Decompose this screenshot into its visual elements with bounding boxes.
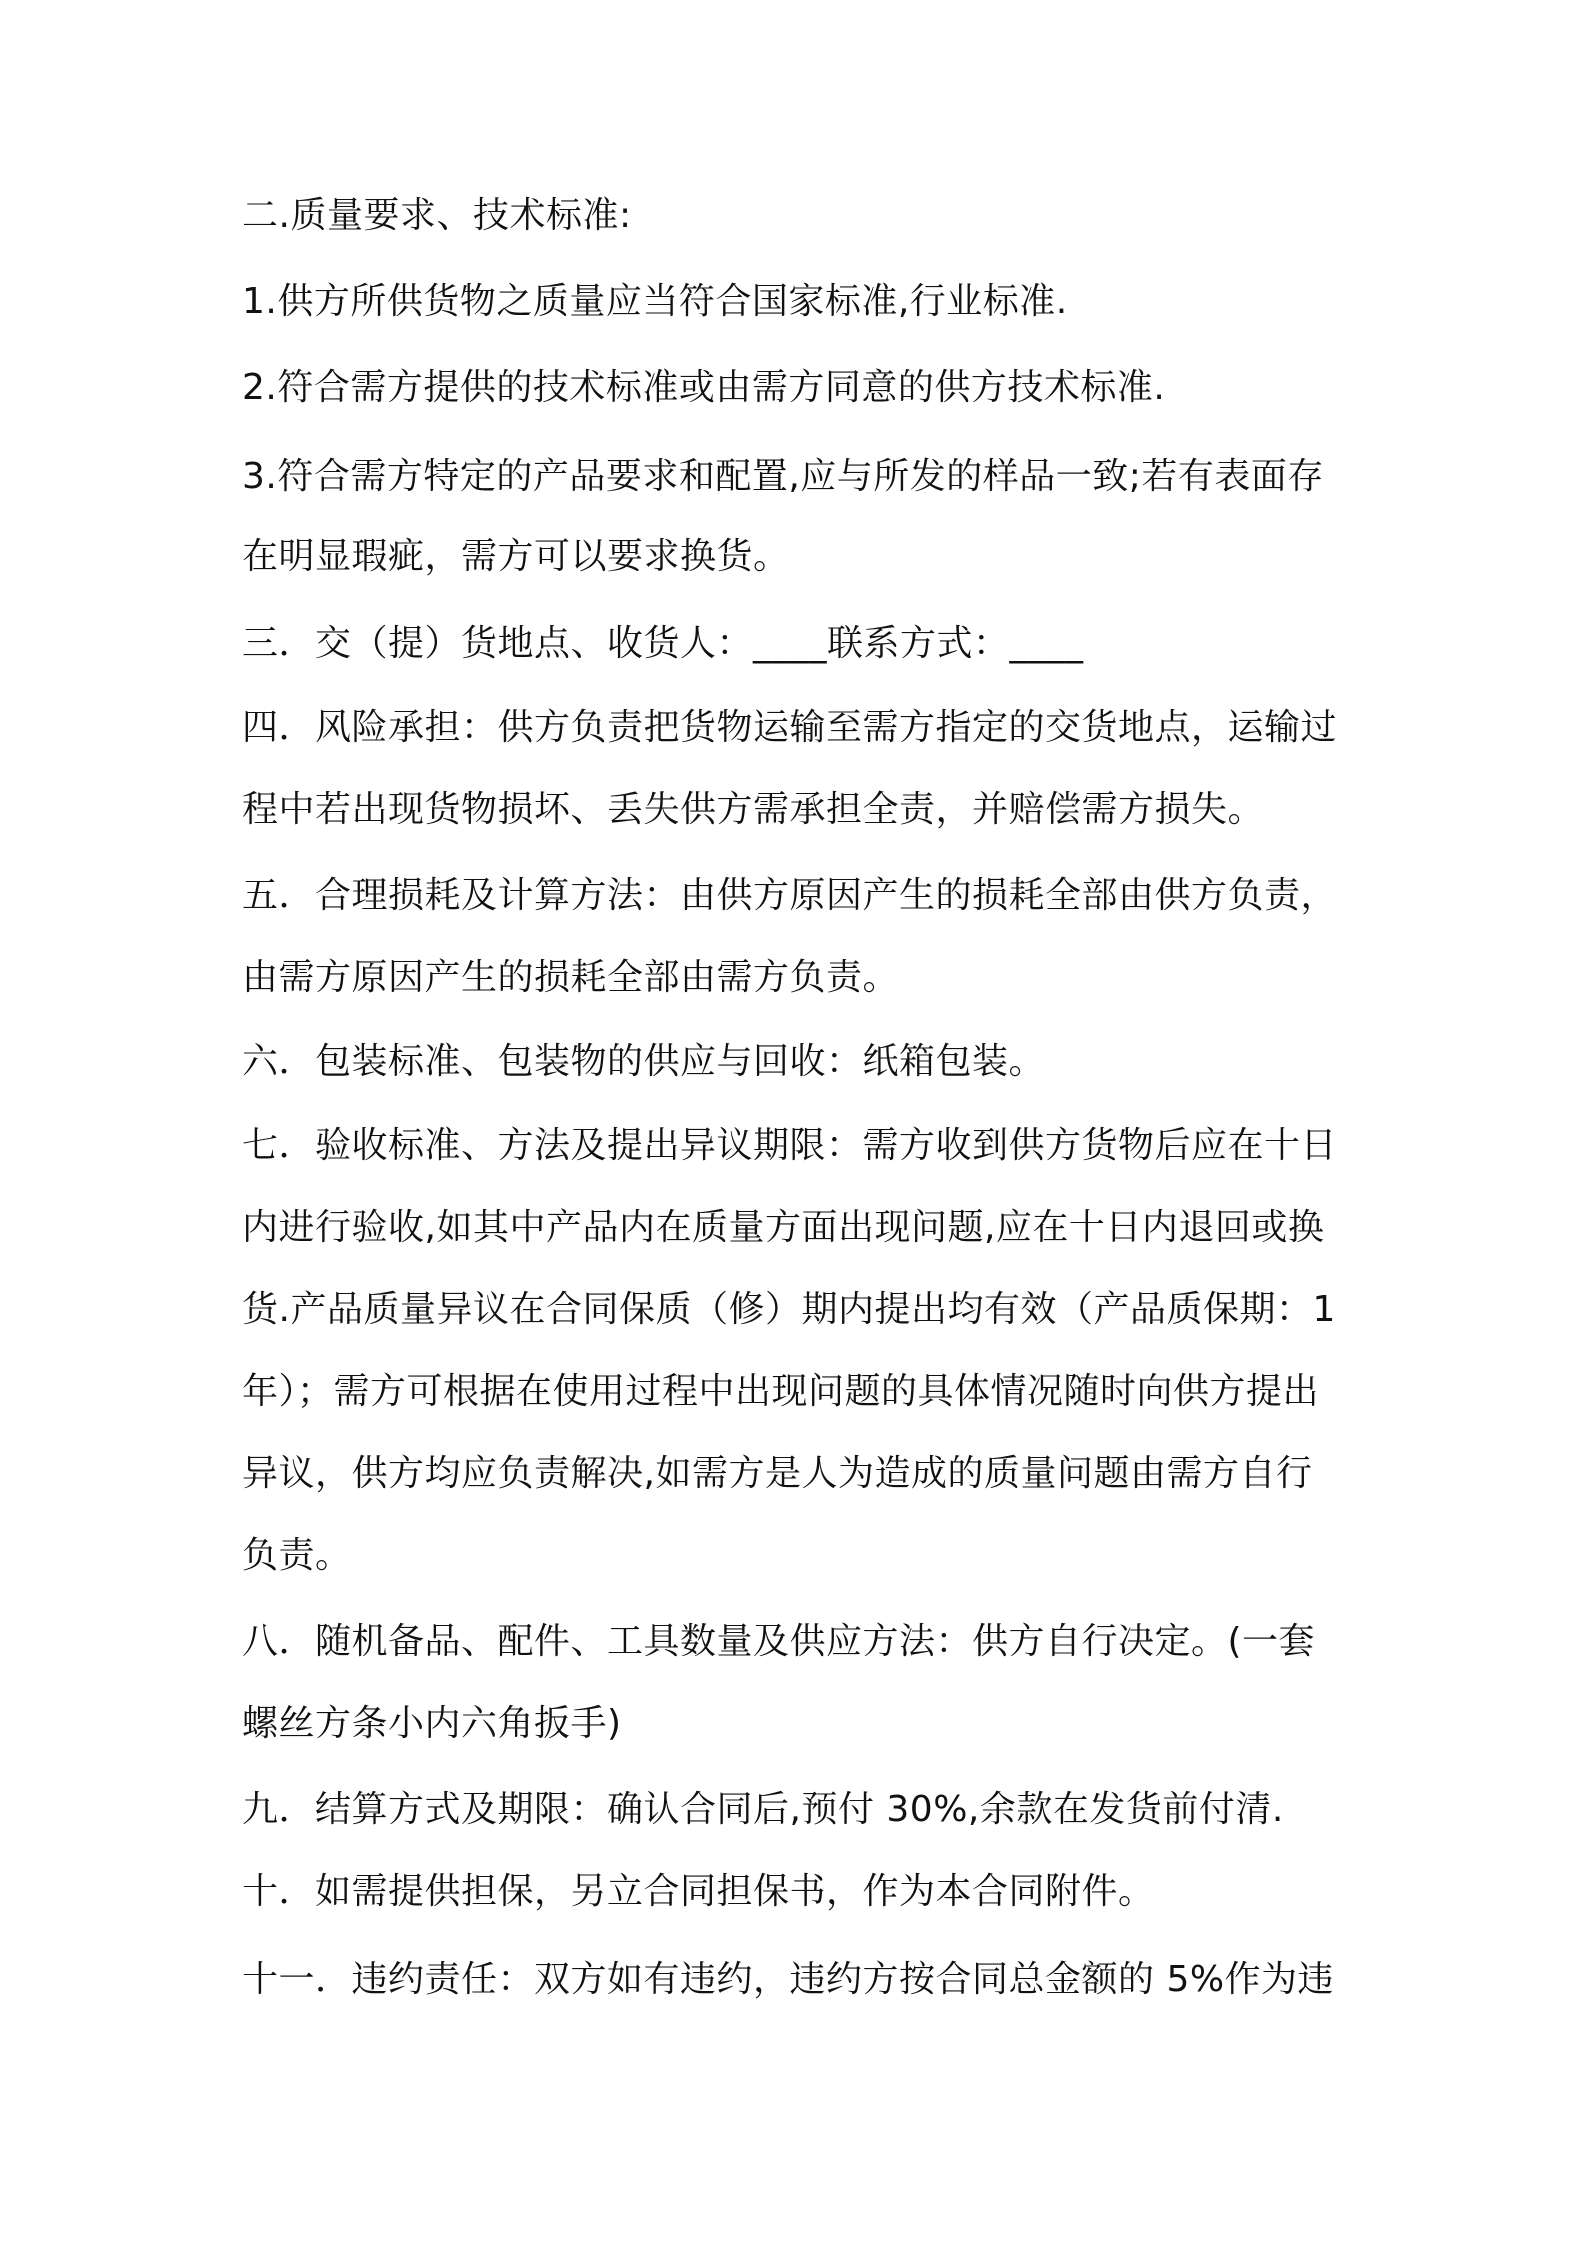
text-line: 程中若出现货物损坏、丢失供方需承担全责，并赔偿需方损失。 bbox=[242, 789, 1265, 830]
text-line: 货.产品质量异议在合同保质（修）期内提出均有效（产品质保期：1 bbox=[242, 1289, 1336, 1330]
text-line: 六．包装标准、包装物的供应与回收：纸箱包装。 bbox=[242, 1041, 1046, 1082]
text-line: 八．随机备品、配件、工具数量及供应方法：供方自行决定。(一套 bbox=[242, 1621, 1316, 1662]
text-line: 二.质量要求、技术标准: bbox=[242, 195, 632, 236]
text-line: 四．风险承担：供方负责把货物运输至需方指定的交货地点，运输过 bbox=[242, 707, 1338, 748]
text-line: 由需方原因产生的损耗全部由需方负责。 bbox=[242, 957, 900, 998]
text-line: 1.供方所供货物之质量应当符合国家标准,行业标准. bbox=[242, 281, 1068, 322]
text-line: 三．交（提）货地点、收货人：____联系方式：____ bbox=[242, 623, 1084, 664]
text-line: 在明显瑕疵，需方可以要求换货。 bbox=[242, 536, 790, 577]
text-line: 异议，供方均应负责解决,如需方是人为造成的质量问题由需方自行 bbox=[242, 1453, 1313, 1494]
text-line: 七．验收标准、方法及提出异议期限：需方收到供方货物后应在十日 bbox=[242, 1125, 1338, 1166]
text-line: 年）；需方可根据在使用过程中出现问题的具体情况随时向供方提出 bbox=[242, 1371, 1320, 1412]
text-line: 负责。 bbox=[242, 1535, 352, 1576]
text-line: 3.符合需方特定的产品要求和配置,应与所发的样品一致;若有表面存 bbox=[242, 456, 1324, 497]
text-line: 十．如需提供担保，另立合同担保书，作为本合同附件。 bbox=[242, 1871, 1155, 1912]
text-line: 内进行验收,如其中产品内在质量方面出现问题,应在十日内退回或换 bbox=[242, 1207, 1325, 1248]
text-line: 九．结算方式及期限：确认合同后,预付 30%,余款在发货前付清. bbox=[242, 1789, 1284, 1830]
text-line: 2.符合需方提供的技术标准或由需方同意的供方技术标准. bbox=[242, 367, 1166, 408]
text-line: 十一．违约责任：双方如有违约，违约方按合同总金额的 5%作为违 bbox=[242, 1959, 1335, 2000]
text-line: 五．合理损耗及计算方法：由供方原因产生的损耗全部由供方负责， bbox=[242, 875, 1338, 916]
text-line: 螺丝方条小内六角扳手) bbox=[242, 1703, 622, 1744]
